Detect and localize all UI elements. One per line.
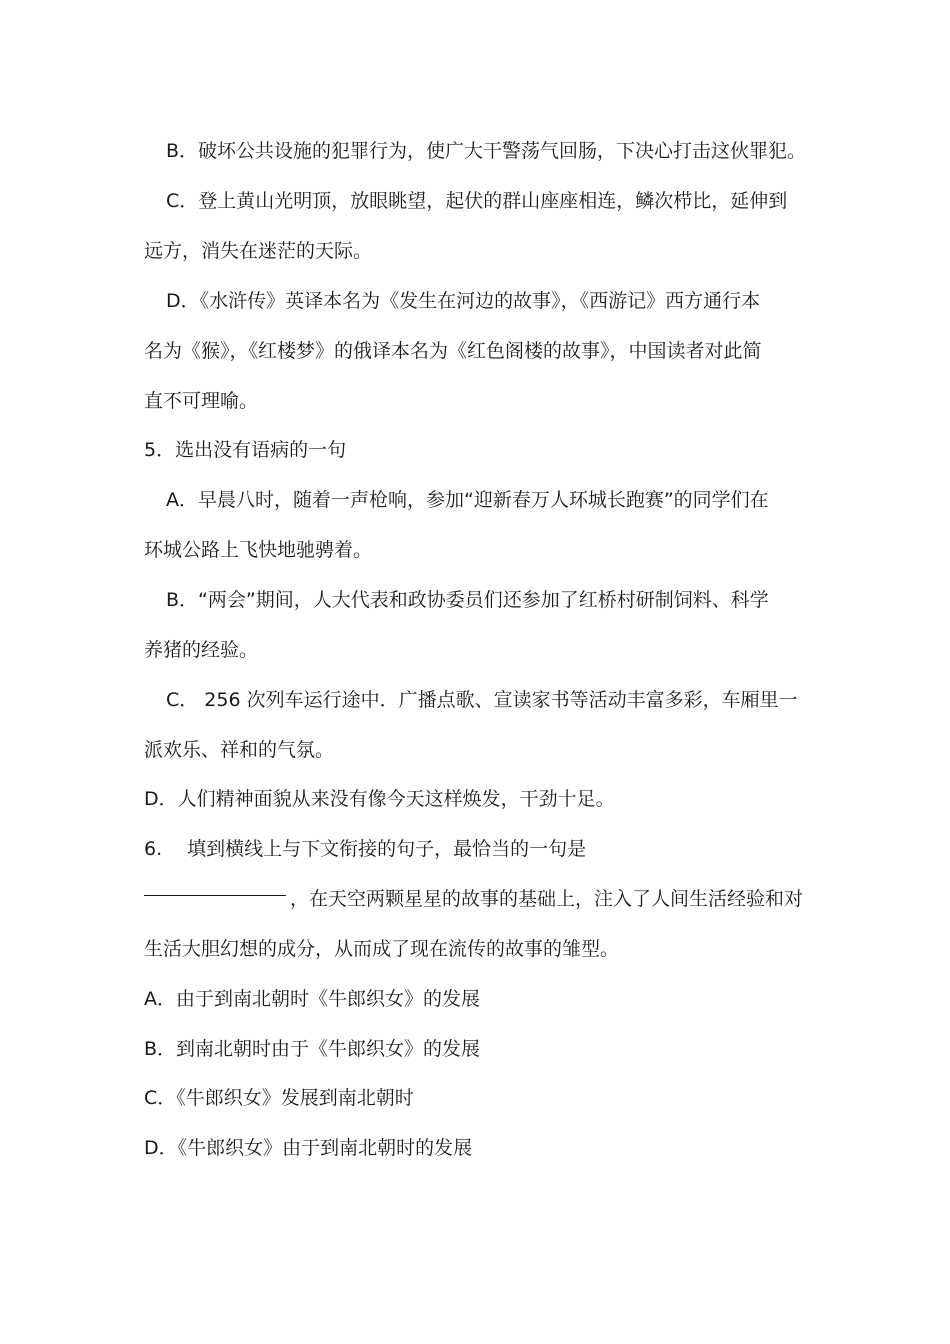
q6-stem-cont-2: 生活大胆幻想的成分，从而成了现在流传的故事的雏型。 <box>144 938 620 960</box>
q4-option-d-cont-1: 名为《猴》，《红楼梦》的俄译本名为《红色阁楼的故事》，中国读者对此简 <box>144 340 762 362</box>
q6-option-a: A．由于到南北朝时《牛郎织女》的发展 <box>144 988 480 1010</box>
q4-option-b: B．破坏公共设施的犯罪行为，使广大干警荡气回肠，下决心打击这伙罪犯。 <box>166 140 807 162</box>
q6-option-d: D．《牛郎织女》由于到南北朝时的发展 <box>144 1137 473 1159</box>
q6-option-c: C．《牛郎织女》发展到南北朝时 <box>144 1087 414 1109</box>
q5-option-a: A．早晨八时，随着一声枪响，参加“迎新春万人环城长跑赛”的同学们在 <box>166 489 769 511</box>
q6-stem: 6. 填到横线上与下文衔接的句子，最恰当的一句是 <box>144 838 587 860</box>
q5-option-d: D．人们精神面貌从来没有像今天这样焕发，干劲十足。 <box>144 788 615 810</box>
q4-option-c-cont: 远方，消失在迷茫的天际。 <box>144 240 373 262</box>
q5-option-c: C． 256 次列车运行途中．广播点歌、宣读家书等活动丰富多彩，车厢里一 <box>166 689 798 711</box>
answer-blank <box>144 895 286 896</box>
q6-option-b: B．到南北朝时由于《牛郎织女》的发展 <box>144 1038 481 1060</box>
q5-stem: 5．选出没有语病的一句 <box>144 439 347 461</box>
q4-option-d: D．《水浒传》英译本名为《发生在河边的故事》，《西游记》西方通行本 <box>166 290 761 312</box>
q6-stem-blank-line <box>144 887 803 911</box>
q5-option-c-cont: 派欢乐、祥和的气氛。 <box>144 739 335 761</box>
q5-option-b: B．“两会”期间，人大代表和政协委员们还参加了红桥村研制饲料、科学 <box>166 589 769 611</box>
q6-stem-cont-1: ，在天空两颗星星的故事的基础上，注入了人间生活经验和对 <box>290 888 804 910</box>
q5-option-b-cont: 养猪的经验。 <box>144 639 259 661</box>
q5-option-a-cont: 环城公路上飞快地驰骋着。 <box>144 539 373 561</box>
q4-option-c: C．登上黄山光明顶，放眼眺望，起伏的群山座座相连，鳞次栉比，延伸到 <box>166 190 788 212</box>
q4-option-d-cont-2: 直不可理喻。 <box>144 390 259 412</box>
